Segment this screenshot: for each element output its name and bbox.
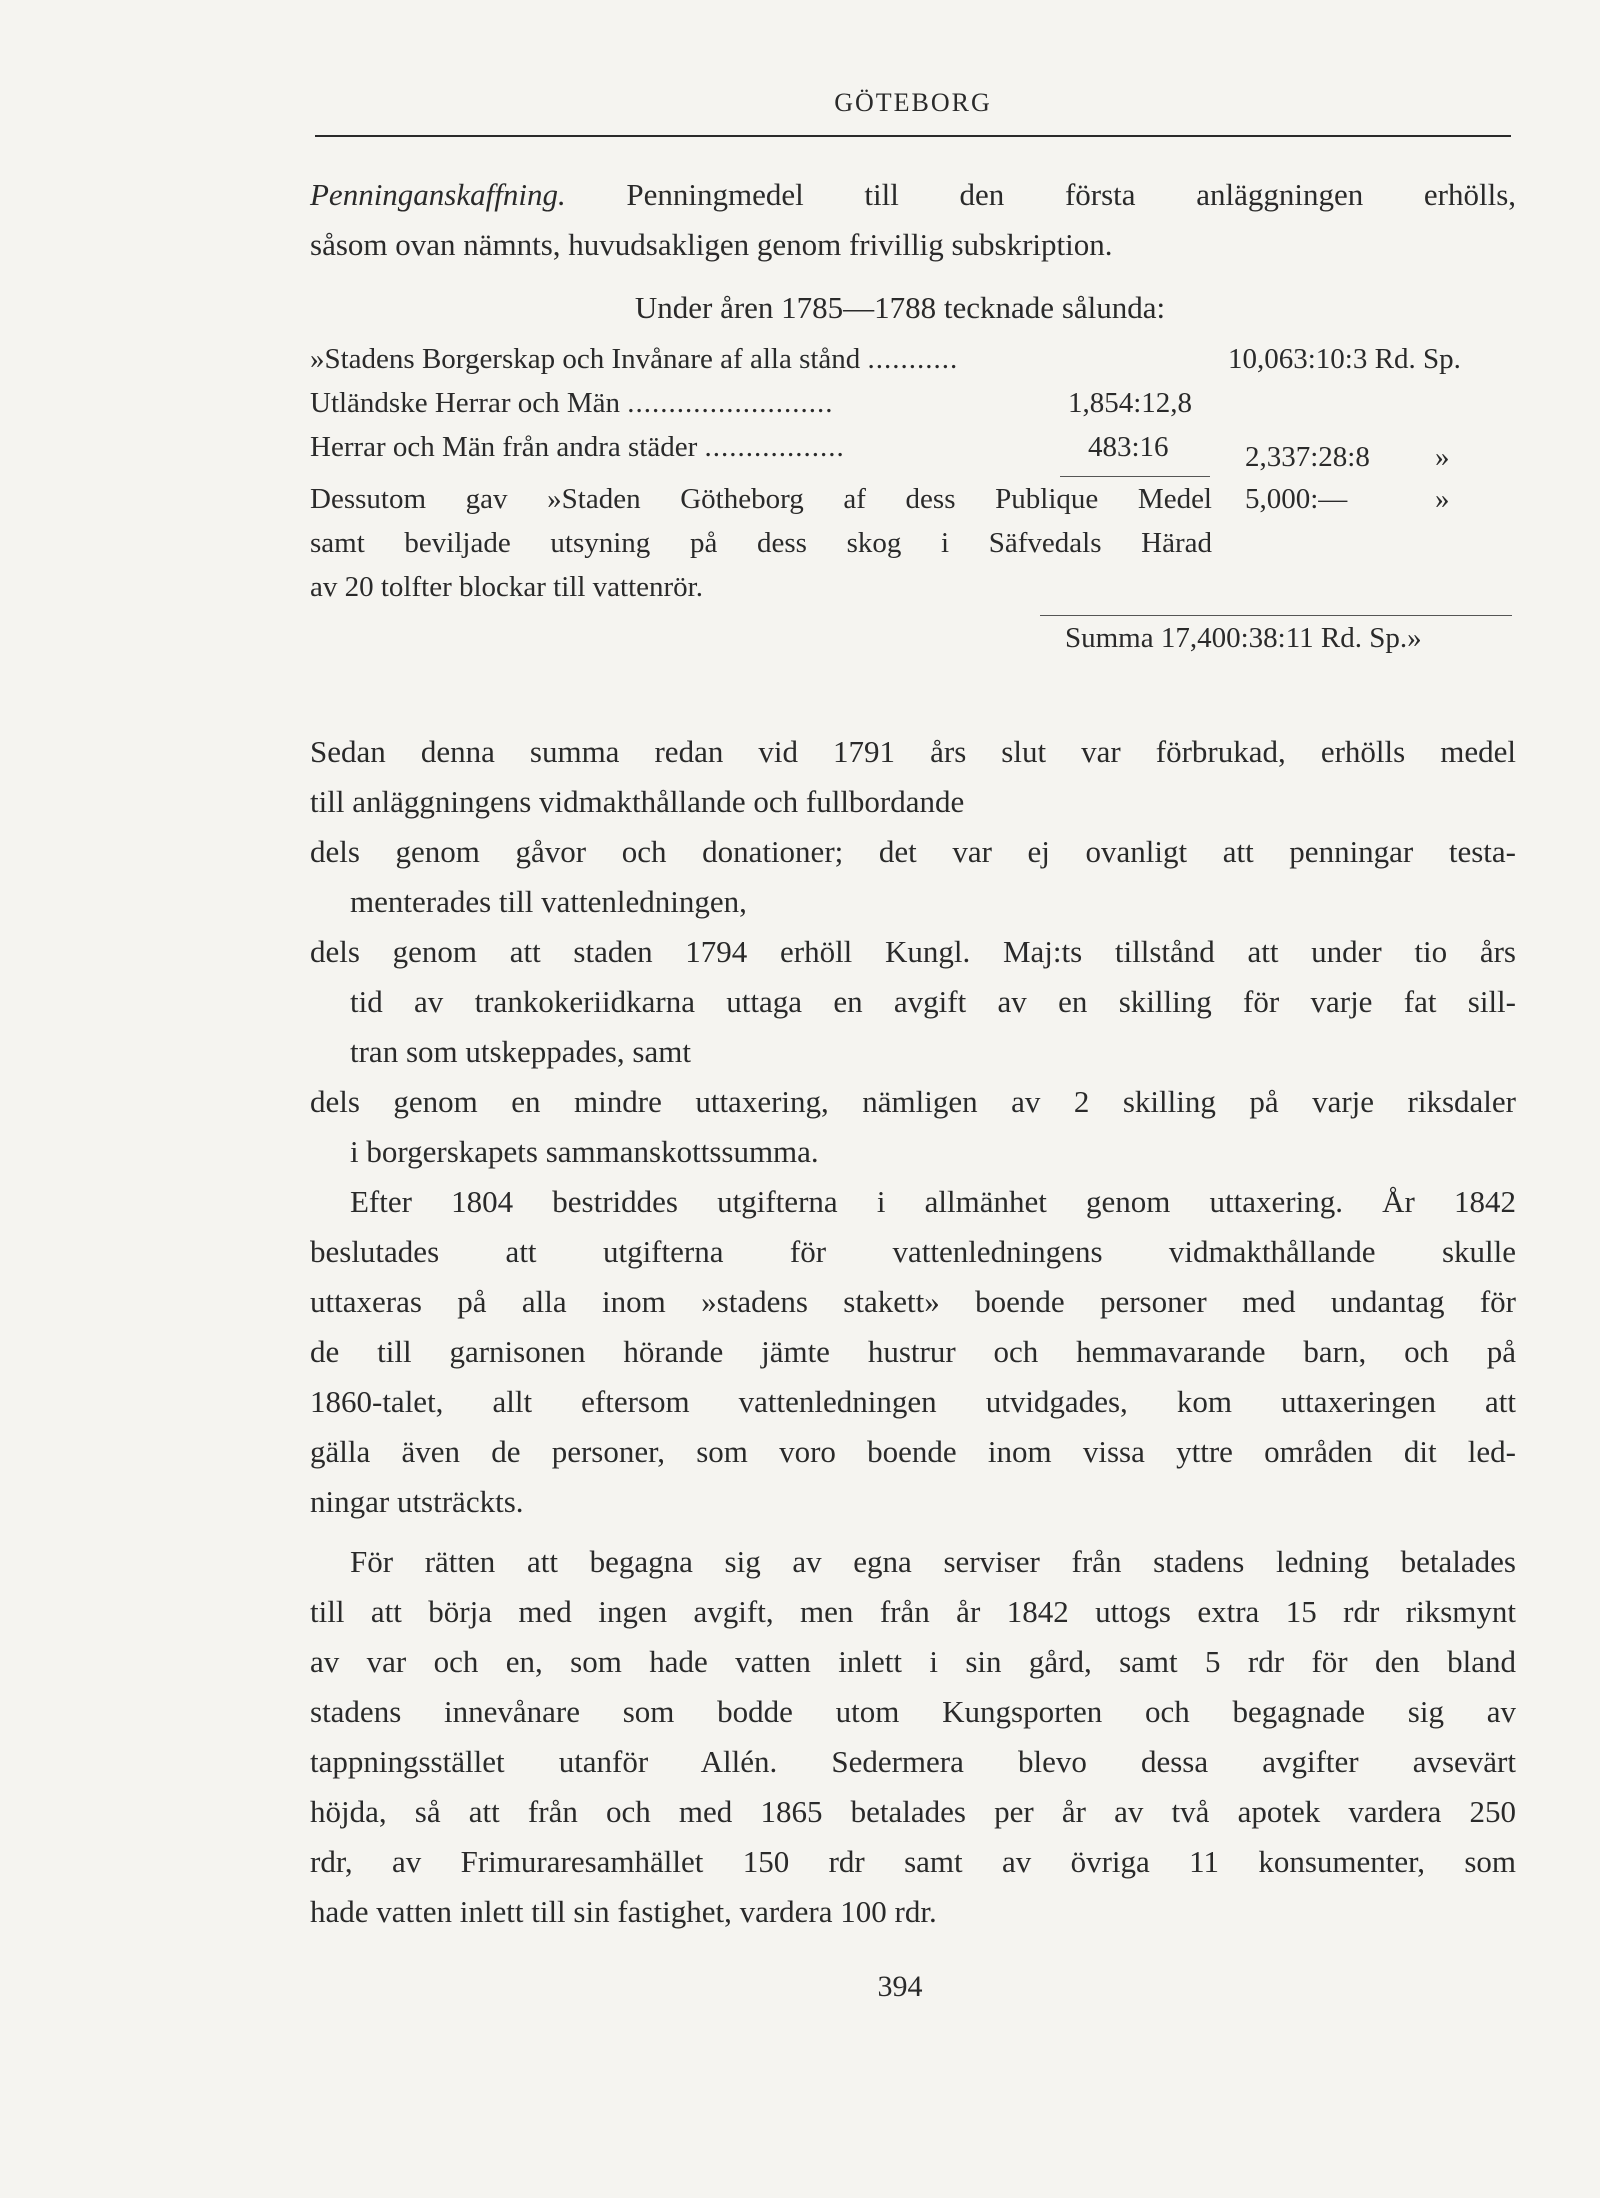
body-line-11: beslutades att utgifterna för vattenledningens vidmakthållande skulle [310, 1234, 1516, 1269]
intro-line-1 [310, 170, 1516, 220]
page-number: 394 [877, 1970, 923, 2003]
body-line-5: dels genom att staden 1794 erhöll Kungl. Maj:ts tillstånd att under tio års [310, 934, 1516, 969]
row-3-label-text: Herrar och Män från andra städer [310, 431, 698, 463]
dessutom-line-1: Dessutom gav »Staden Götheborg af dess Publique Medel [310, 483, 1212, 515]
row-1-label [310, 343, 958, 376]
row-3-label [310, 431, 845, 464]
row-2-label-text: Utländske Herrar och Män [310, 387, 621, 419]
body-line-4: menterades till vattenledningen, [350, 884, 747, 919]
row-1-label-text: »Stadens Borgerskap och Invånare af alla stånd [310, 343, 861, 375]
body-line-14: 1860-talet, allt eftersom vattenledningen utvidgades, kom uttaxeringen att [310, 1384, 1516, 1419]
body-line-2: till anläggningens vidmakthållande och fullbordande [310, 784, 965, 819]
intro-line-2: såsom ovan nämnts, huvudsakligen genom frivillig subskription. [310, 227, 1113, 262]
body-line-12: uttaxeras på alla inom »stadens stakett» boende personer med undantag för [310, 1284, 1516, 1319]
body-line-23: rdr, av Frimuraresamhället 150 rdr samt av övriga 11 konsumenter, som [310, 1844, 1516, 1879]
body-line-3: dels genom gåvor och donationer; det var ej ovanligt att penningar testa- [310, 834, 1516, 869]
row-3-dots: ................. [704, 431, 845, 463]
row-1-dots: ........... [867, 343, 959, 375]
row-2-label [310, 387, 834, 420]
body-line-21: tappningsstället utanför Allén. Sedermera blevo dessa avgifter avsevärt [310, 1744, 1516, 1779]
running-header: GÖTEBORG [834, 88, 992, 117]
row-1-total: 10,063:10:3 Rd. Sp. [1228, 343, 1461, 375]
body-line-18: till att börja med ingen avgift, men från år 1842 uttogs extra 15 rdr riksmynt [310, 1594, 1516, 1629]
dessutom-line-2: samt beviljade utsyning på dess skog i Säfvedals Härad [310, 527, 1212, 559]
summa-rule [1040, 615, 1512, 616]
row-3-unit: » [1435, 441, 1450, 473]
row-3-total: 2,337:28:8 [1245, 441, 1370, 473]
body-line-1: Sedan denna summa redan vid 1791 års slut var förbrukad, erhölls medel [310, 734, 1516, 769]
body-line-10: Efter 1804 bestriddes utgifterna i allmänhet genom uttaxering. År 1842 [350, 1184, 1516, 1219]
body-line-16: ningar utsträckts. [310, 1484, 524, 1519]
body-line-8: dels genom en mindre uttaxering, nämligen av 2 skilling på varje riksdaler [310, 1084, 1516, 1119]
subtotal-rule [1060, 476, 1210, 477]
body-line-13: de till garnisonen hörande jämte hustrur och hemmavarande barn, och på [310, 1334, 1516, 1369]
body-line-15: gälla även de personer, som voro boende inom vissa yttre områden dit led- [310, 1434, 1516, 1469]
body-line-7: tran som utskeppades, samt [350, 1034, 691, 1069]
subscription-heading: Under åren 1785—1788 tecknade sålunda: [634, 290, 1166, 325]
row-3-subtotal: 483:16 [1088, 431, 1169, 463]
header-rule [315, 135, 1511, 137]
body-line-9: i borgerskapets sammanskottssumma. [350, 1134, 819, 1169]
row-2-subtotal: 1,854:12,8 [1068, 387, 1193, 419]
dessutom-line-3: av 20 tolfter blockar till vattenrör. [310, 571, 703, 603]
section-lead: Penninganskaffning. [310, 177, 566, 212]
body-line-17: För rätten att begagna sig av egna serviser från stadens ledning betalades [350, 1544, 1516, 1579]
body-line-20: stadens innevånare som bodde utom Kungsporten och begagnade sig av [310, 1694, 1516, 1729]
dessutom-unit: » [1435, 483, 1450, 515]
body-line-22: höjda, så att från och med 1865 betalades per år av två apotek vardera 250 [310, 1794, 1516, 1829]
body-line-6: tid av trankokeriidkarna uttaga en avgift av en skilling för varje fat sill- [350, 984, 1516, 1019]
dessutom-amount: 5,000:— [1245, 483, 1348, 515]
intro-line-1-text: Penningmedel till den första anläggningen erhölls, [626, 177, 1517, 212]
row-2-dots: ......................... [627, 387, 834, 419]
body-line-24: hade vatten inlett till sin fastighet, vardera 100 rdr. [310, 1894, 937, 1929]
body-line-19: av var och en, som hade vatten inlett i sin gård, samt 5 rdr för den bland [310, 1644, 1516, 1679]
summa-total: Summa 17,400:38:11 Rd. Sp.» [1065, 622, 1422, 654]
